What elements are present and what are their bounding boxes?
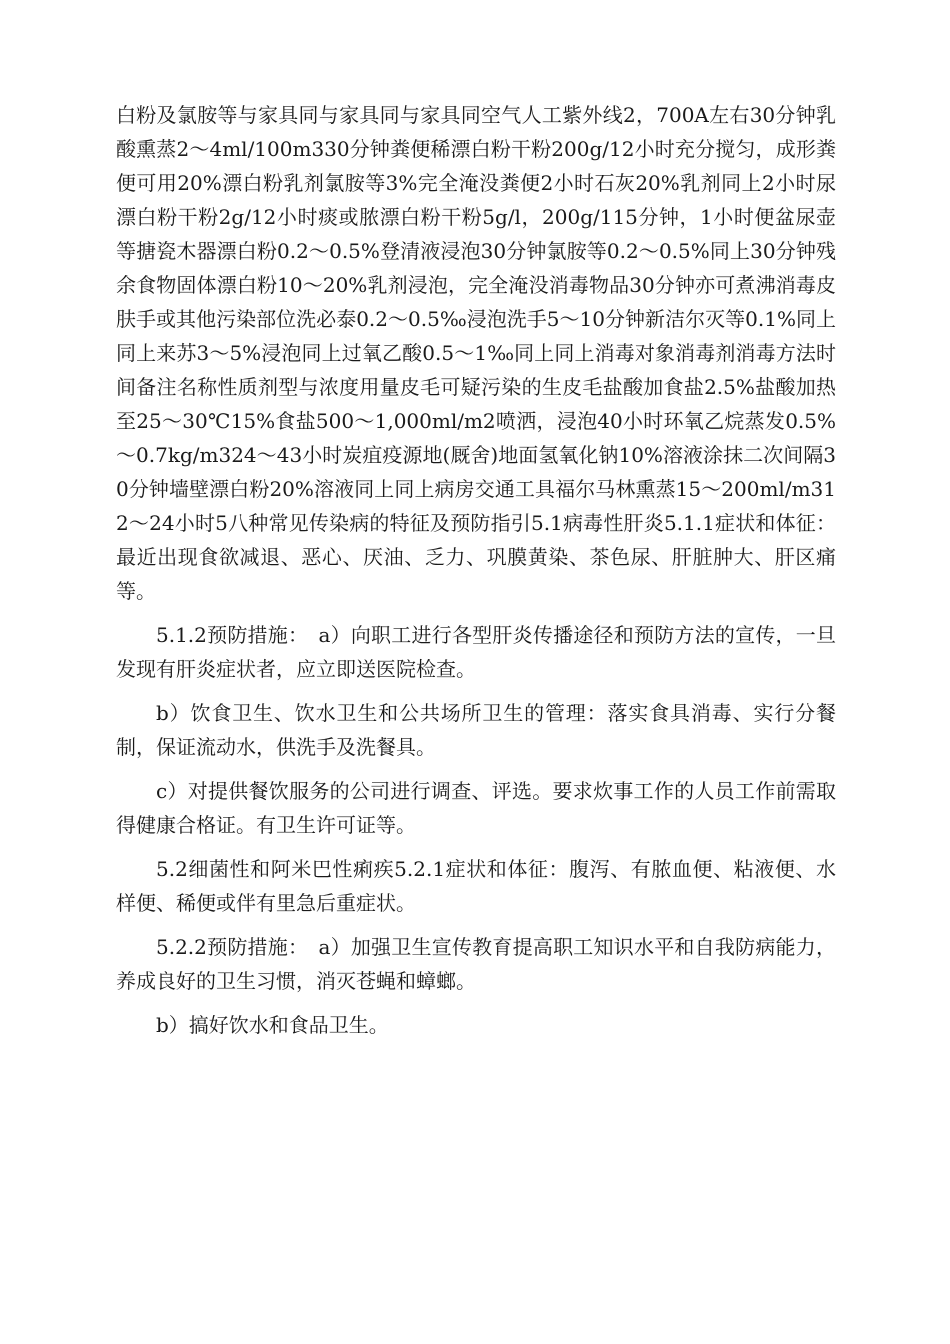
paragraph-disinfection-table-text: 白粉及氯胺等与家具同与家具同与家具同空气人工紫外线2，700A左右30分钟乳酸熏蒸2～4ml/100m330分钟粪便稀漂白粉干粉200g/12小时充分搅匀，成形粪便可用20%漂白粉乳剂氯胺等3%完全淹没粪便2小时石灰20%乳剂同上2小时尿漂白粉干粉2g/12小时痰或脓漂白粉干粉5g/l，200g/115分钟，1小时便盆尿壶等搪瓷木器漂白粉0.2～0.5%登清液浸泡30分钟氯胺等0.2～0.5%同上30分钟残余食物固体漂白粉10～20%乳剂浸泡，完全淹没消毒物品30分钟亦可煮沸消毒皮肤手或其他污染部位洗必泰0.2～0.5‰浸泡洗手5～10分钟新洁尔灭等0.1%同上同上来苏3～5%浸泡同上过氧乙酸0.5～1‰同上同上消毒对象消毒剂消毒方法时间备注名称性质剂型与浓度用量皮毛可疑污染的生皮毛盐酸加食盐2.5%盐酸加热至25～30℃15%食盐500～1,000ml/m2喷洒，浸泡40小时环氧乙烷蒸发0.5%～0.7kg/m324～43小时炭疽疫源地(厩舍)地面氢氧化钠10%溶液涂抹二次间隔30分钟墙壁漂白粉20%溶液同上同上病房交通工具福尔马林熏蒸15～200ml/m312～24小时5八种常见传染病的特征及预防指引5.1病毒性肝炎5.1.1症状和体征：最近出现食欲减退、恶心、厌油、乏力、巩膜黄染、茶色尿、肝脏肿大、肝区痛等。 <box>116 103 836 603</box>
document-page <box>116 98 836 1042</box>
paragraph-hepatitis-prevention-a: 5.1.2预防措施： a）向职工进行各型肝炎传播途径和预防方法的宣传，一旦发现有肝炎症状者，应立即送医院检查。 <box>116 623 836 681</box>
paragraph-hepatitis-prevention-b: b）饮食卫生、饮水卫生和公共场所卫生的管理：落实食具消毒、实行分餐制，保证流动水，供洗手及洗餐具。 <box>116 701 836 759</box>
paragraph-dysentery-prevention-b: b）搞好饮水和食品卫生。 <box>156 1013 389 1037</box>
paragraph-dysentery-symptoms: 5.2细菌性和阿米巴性痢疾5.2.1症状和体征：腹泻、有脓血便、粘液便、水样便、稀便或伴有里急后重症状。 <box>116 857 836 915</box>
paragraph-dysentery-prevention-a: 5.2.2预防措施： a）加强卫生宣传教育提高职工知识水平和自我防病能力，养成良好的卫生习惯，消灭苍蝇和蟑螂。 <box>116 935 836 993</box>
paragraph-hepatitis-prevention-c: c）对提供餐饮服务的公司进行调查、评选。要求炊事工作的人员工作前需取得健康合格证。有卫生许可证等。 <box>116 779 836 837</box>
